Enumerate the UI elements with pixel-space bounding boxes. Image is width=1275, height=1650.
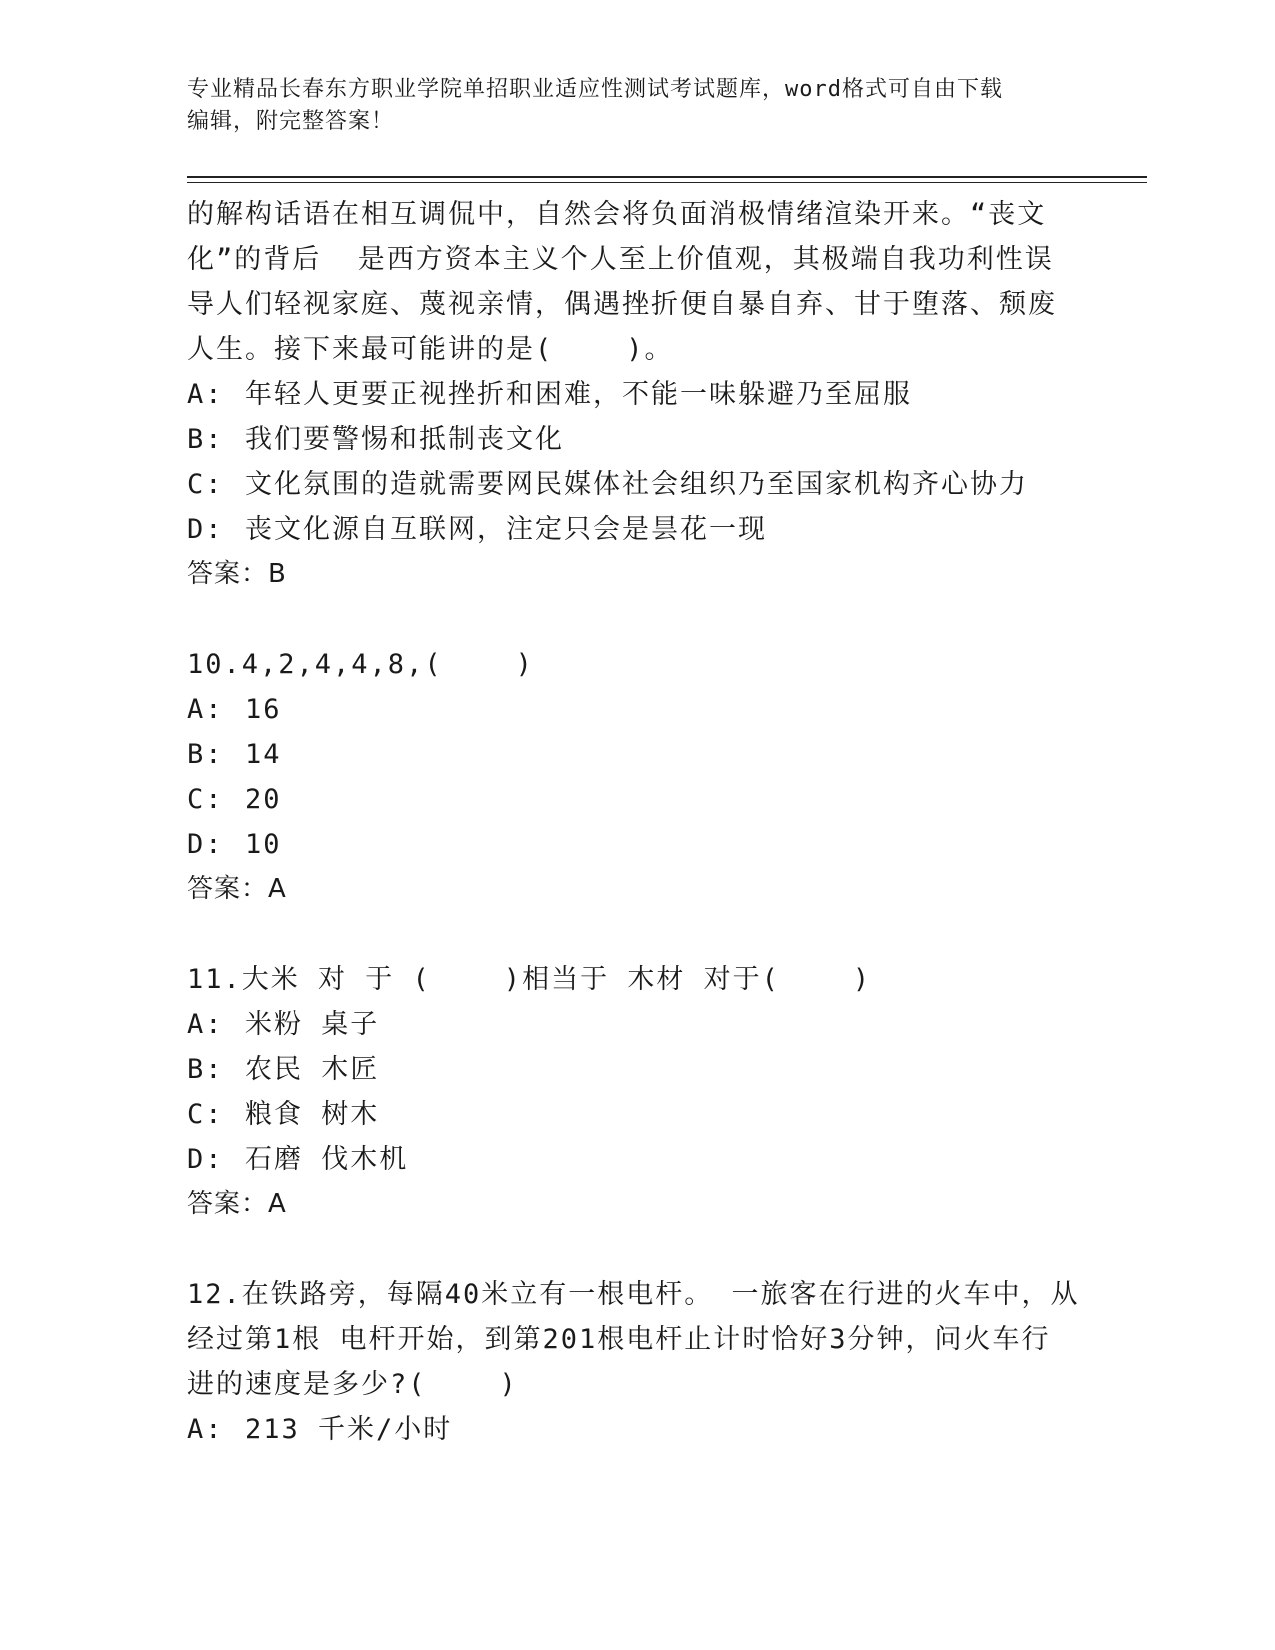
option-label: A: (187, 379, 224, 410)
option-a (187, 372, 1087, 417)
option-c (187, 777, 1087, 822)
question-11 (187, 957, 1087, 1227)
option-text: 农民 木匠 (245, 1054, 380, 1085)
question-text-line: 人生。接下来最可能讲的是( )。 (187, 334, 674, 365)
option-text: 米粉 桌子 (245, 1009, 380, 1040)
option-d (187, 822, 1087, 867)
option-label: D: (187, 829, 224, 860)
answer-line: 答案：B (187, 559, 287, 589)
option-label: D: (187, 514, 224, 545)
option-label: C: (187, 1099, 224, 1130)
option-label: D: (187, 1144, 224, 1175)
document-header (187, 74, 1067, 138)
option-a (187, 687, 1087, 732)
option-label: C: (187, 469, 224, 500)
option-text: 石磨 伐木机 (245, 1144, 409, 1175)
option-text: 20 (245, 784, 282, 815)
spacer (187, 1227, 1087, 1272)
spacer (187, 597, 1087, 642)
option-text: 丧文化源自互联网，注定只会是昙花一现 (245, 514, 767, 545)
option-label: A: (187, 1009, 224, 1040)
question-text-line: 化”的背后 是西方资本主义个人至上价值观，其极端自我功利性误 (187, 244, 1054, 275)
question-text-line: 经过第1根 电杆开始，到第201根电杆止计时恰好3分钟，问火车行 (187, 1324, 1051, 1355)
question-content (187, 192, 1087, 1452)
question-text-line: 进的速度是多少?( ) (187, 1369, 518, 1400)
option-label: B: (187, 424, 224, 455)
answer-line: 答案：A (187, 874, 287, 904)
header-divider-thin (187, 182, 1147, 183)
option-label: C: (187, 784, 224, 815)
option-label: A: (187, 694, 224, 725)
option-text: 16 (245, 694, 282, 725)
option-text: 10 (245, 829, 282, 860)
option-text: 粮食 树木 (245, 1099, 380, 1130)
option-b (187, 1047, 1087, 1092)
question-12 (187, 1272, 1087, 1452)
option-c (187, 1092, 1087, 1137)
question-9 (187, 192, 1087, 597)
answer-line: 答案：A (187, 1189, 287, 1219)
option-label: A: (187, 1414, 224, 1445)
question-stem: 10.4,2,4,4,8,( ) (187, 649, 534, 680)
header-line-1: 专业精品长春东方职业学院单招职业适应性测试考试题库，word格式可自由下载 (187, 77, 1003, 102)
option-d (187, 1137, 1087, 1182)
option-text: 文化氛围的造就需要网民媒体社会组织乃至国家机构齐心协力 (245, 469, 1028, 500)
header-divider-thick (187, 176, 1147, 178)
question-text-line: 导人们轻视家庭、蔑视亲情，偶遇挫折便自暴自弃、甘于堕落、颓废 (187, 289, 1057, 320)
question-text-line: 的解构话语在相互调侃中，自然会将负面消极情绪渲染开来。“丧文 (187, 199, 1047, 230)
option-b (187, 417, 1087, 462)
question-text-line: 12.在铁路旁，每隔40米立有一根电杆。 一旅客在行进的火车中，从 (187, 1279, 1080, 1310)
question-stem: 11.大米 对 于 ( )相当于 木材 对于( ) (187, 964, 872, 995)
option-text: 213 千米/小时 (245, 1414, 453, 1445)
option-text: 14 (245, 739, 282, 770)
option-a (187, 1407, 1087, 1452)
option-label: B: (187, 739, 224, 770)
option-label: B: (187, 1054, 224, 1085)
option-c (187, 462, 1087, 507)
spacer (187, 912, 1087, 957)
option-a (187, 1002, 1087, 1047)
header-line-2: 编辑，附完整答案！ (187, 109, 395, 134)
option-text: 我们要警惕和抵制丧文化 (245, 424, 564, 455)
question-10 (187, 642, 1087, 912)
option-d (187, 507, 1087, 552)
option-text: 年轻人更要正视挫折和困难，不能一味躲避乃至屈服 (245, 379, 912, 410)
option-b (187, 732, 1087, 777)
